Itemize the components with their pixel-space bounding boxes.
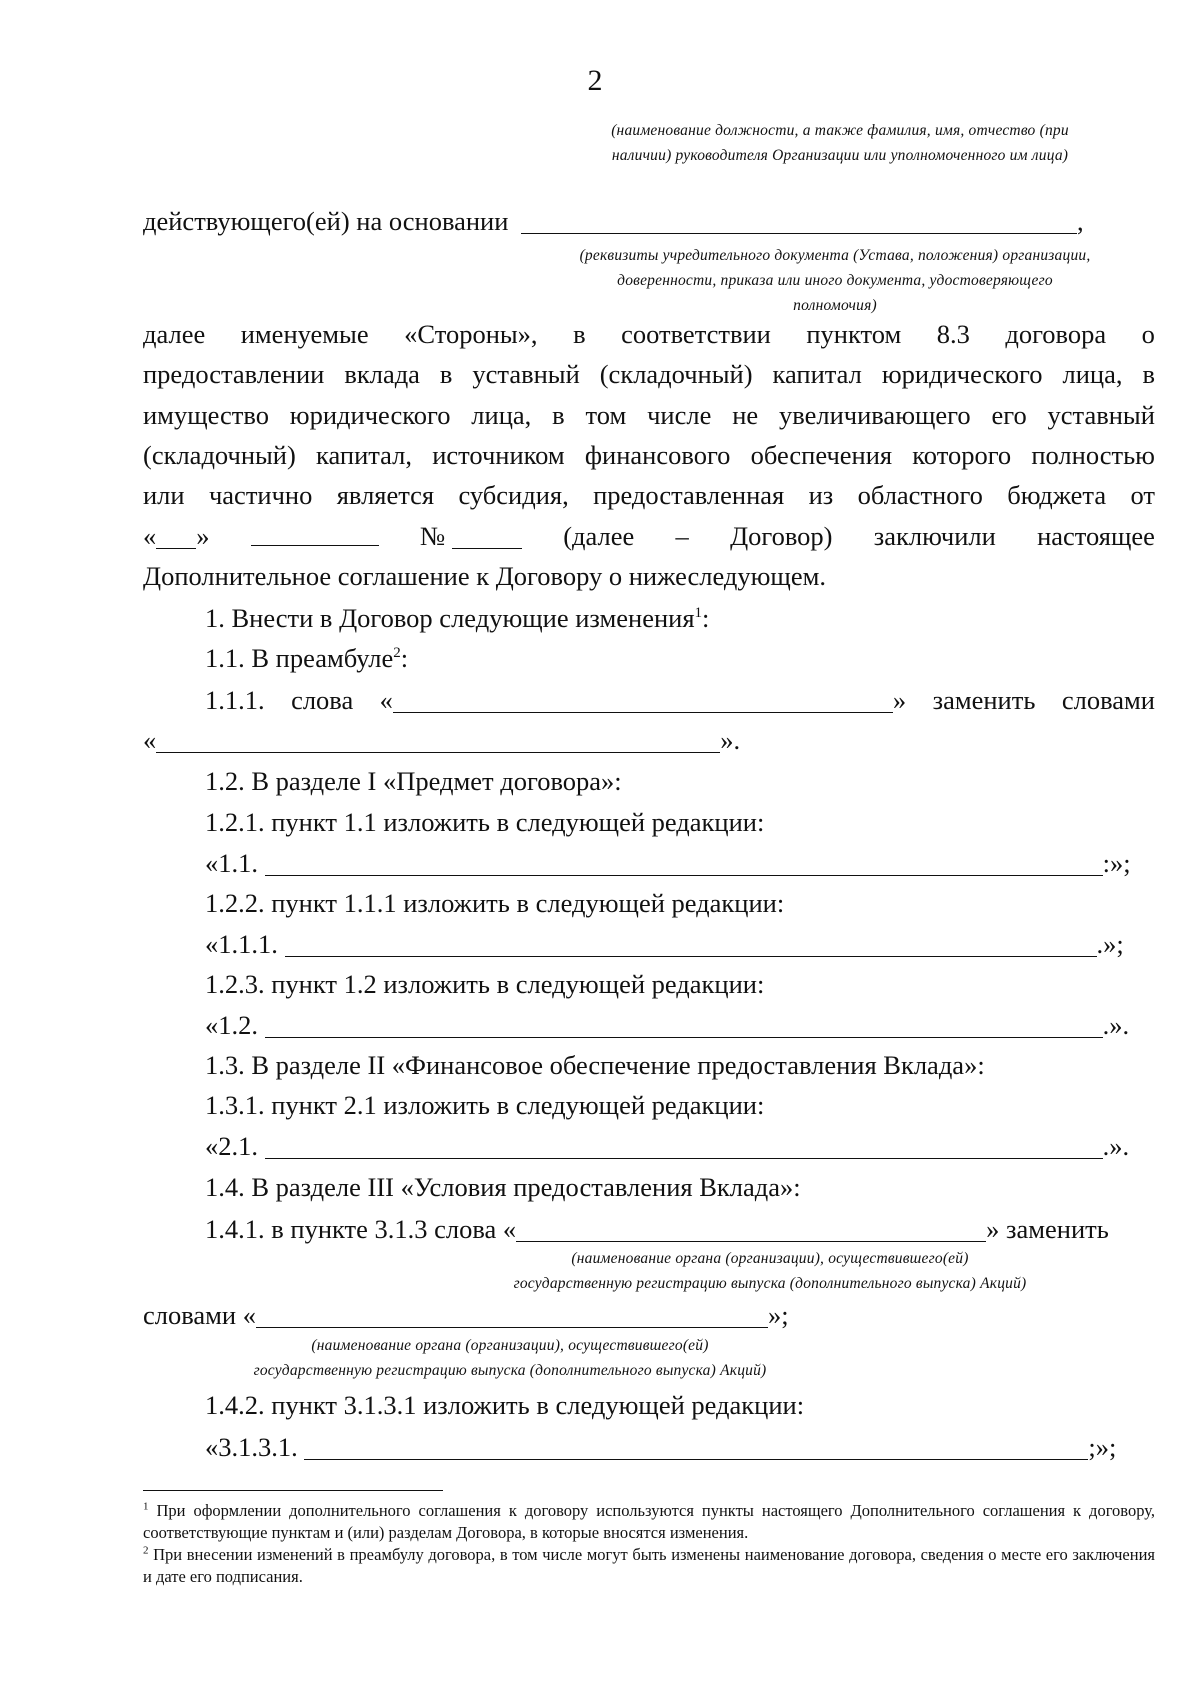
word: 8.3 [936, 319, 970, 349]
footnote-1 [143, 1500, 1155, 1544]
field-label: «2.1. [205, 1131, 258, 1161]
item-1-4-1 [205, 1212, 1109, 1246]
caption-organ-1-line2: государственную регистрацию выпуска (дополнительного выпуска) Акций) [513, 1275, 1027, 1292]
word: которого [912, 440, 1012, 470]
item-1-1 [205, 641, 408, 675]
field-close: .»; [1096, 929, 1124, 959]
footnote-1-mark: 1 [143, 1500, 149, 1513]
word: – [675, 521, 689, 551]
word: Договор) [730, 521, 833, 551]
item-label: 1.1.1. [205, 685, 265, 715]
caption-organ-2-line2: государственную регистрацию выпуска (дополнительного выпуска) Акций) [253, 1362, 767, 1379]
word: (далее [563, 521, 635, 551]
caption-basis-line2: доверенности, приказа или иного документа, удостоверяющего [617, 272, 1053, 289]
item-1-1-1 [205, 683, 1155, 717]
caption-organ-2 [200, 1333, 820, 1383]
word: слова [291, 685, 354, 715]
item-1-3-1: 1.3.1. пункт 2.1 изложить в следующей редакции: [205, 1090, 765, 1120]
item-1-2-1: 1.2.1. пункт 1.1 изложить в следующей редакции: [205, 807, 765, 837]
basis-line [143, 204, 1084, 238]
old-words-blank[interactable] [393, 686, 893, 713]
word: том [585, 400, 627, 430]
item-1-2-1-field [205, 846, 1131, 880]
item-1-4-1-line2 [143, 1298, 789, 1332]
word: заключили [873, 521, 996, 551]
word: словами [1061, 685, 1155, 715]
word: числе [647, 400, 712, 430]
item-1-4: 1.4. В разделе III «Условия предоставления Вклада»: [205, 1172, 801, 1202]
footnote-ref-2[interactable]: 2 [393, 645, 401, 662]
word: пунктом [806, 319, 902, 349]
caption-head-line1: (наименование должности, а также фамилия, имя, отчество (при [611, 122, 1069, 139]
field-close: ;»; [1088, 1432, 1117, 1462]
word: вклада [344, 359, 420, 389]
item-1-1-1-line2 [143, 723, 740, 757]
quote-open: « [143, 725, 157, 755]
word: его [991, 400, 1027, 430]
footnote-2-text: При внесении изменений в преамбулу договора, в том числе могут быть изменены наименование договора, сведения о месте его заключения и дате его подписания. [143, 1545, 1155, 1586]
new-words-blank[interactable] [156, 726, 720, 753]
organ-old-blank[interactable] [516, 1215, 986, 1242]
word: далее [143, 319, 206, 349]
word: из [808, 480, 834, 510]
word: субсидия, [458, 480, 569, 510]
item-1-3: 1.3. В разделе II «Финансовое обеспечение предоставления Вклада»: [205, 1050, 985, 1080]
quoted-field [380, 683, 907, 717]
caption-head [560, 118, 1120, 168]
item-1 [205, 601, 709, 635]
field-label: «1.1.1. [205, 929, 278, 959]
word: договора [1005, 319, 1107, 349]
word: юридического [881, 359, 1043, 389]
clause-1-2-blank[interactable] [265, 1011, 1103, 1038]
quote-open: « [143, 521, 157, 551]
word: (складочный) [143, 440, 296, 470]
word: бюджета [1007, 480, 1107, 510]
basis-tail: , [1077, 206, 1084, 236]
word: является [336, 480, 435, 510]
quote-open: « [379, 685, 393, 715]
preamble-line-5 [143, 478, 1155, 512]
number-sign: № [420, 521, 446, 551]
item-1-2-3-field [205, 1008, 1129, 1042]
word: в [573, 319, 586, 349]
preamble-line-3 [143, 398, 1155, 432]
preamble-line-2 [143, 357, 1155, 391]
word: заменить [932, 685, 1036, 715]
item-1-2-2: 1.2.2. пункт 1.1.1 изложить в следующей редакции: [205, 888, 785, 918]
field-label: «1.2. [205, 1010, 258, 1040]
word: в [439, 359, 453, 389]
word: или [143, 480, 185, 510]
item-1-4-2-field [205, 1430, 1116, 1464]
word: имущество [143, 400, 269, 430]
page-number: 2 [587, 64, 603, 97]
item-1-3-1-field [205, 1129, 1129, 1163]
word: о [1141, 319, 1155, 349]
preamble-line-4 [143, 438, 1155, 472]
quote-close: » [196, 521, 210, 551]
clause-1-1-1-blank[interactable] [285, 930, 1097, 957]
caption-organ-1-line1: (наименование органа (организации), осуществившего(ей) [571, 1250, 969, 1267]
words-label: словами « [143, 1300, 256, 1330]
clause-2-1-blank[interactable] [265, 1132, 1103, 1159]
quote-close: » [892, 685, 907, 715]
word: именуемые [240, 319, 369, 349]
word: лица, [1062, 359, 1123, 389]
field-label: «1.1. [205, 848, 258, 878]
field-label: «3.1.3.1. [205, 1432, 298, 1462]
footnote-2 [143, 1544, 1155, 1588]
word: лица, [471, 400, 532, 430]
item-1-text: 1. Внести в Договор следующие изменения [205, 603, 695, 633]
caption-organ-1 [460, 1246, 1080, 1296]
item-1-4-2: 1.4.2. пункт 3.1.3.1 изложить в следующей редакции: [205, 1390, 805, 1420]
word: капитал [772, 359, 862, 389]
word: источником [432, 440, 565, 470]
quote-close: »; [768, 1300, 789, 1330]
caption-basis [530, 243, 1140, 318]
day-blank[interactable] [156, 522, 196, 549]
word: настоящее [1037, 521, 1155, 551]
word: уставный [472, 359, 580, 389]
word: юридического [289, 400, 451, 430]
caption-head-line2: наличии) руководителя Организации или уполномоченного им лица) [611, 147, 1069, 164]
footnote-ref-1[interactable]: 1 [694, 605, 703, 622]
caption-basis-line3: полномочия) [793, 297, 877, 314]
word: полностью [1031, 440, 1155, 470]
word: увеличивающего [778, 400, 971, 430]
item-1-1-text: 1.1. В преамбуле [205, 643, 394, 673]
preamble-line-1 [143, 317, 1155, 351]
preamble-line-7: Дополнительное соглашение к Договору о нижеследующем. [143, 561, 826, 591]
item-1-1-tail: : [400, 643, 409, 673]
date-field [143, 519, 210, 553]
field-close: :»; [1102, 848, 1131, 878]
field-close: .». [1102, 1131, 1130, 1161]
basis-text: действующего(ей) на основании [143, 206, 509, 236]
word: в [1142, 359, 1155, 389]
word: не [732, 400, 759, 430]
word: частично [208, 480, 313, 510]
month-blank[interactable] [251, 519, 379, 546]
item-1-4-1-tail: » заменить [986, 1214, 1109, 1244]
preamble-line-6 [143, 519, 1155, 553]
footnote-separator [143, 1490, 443, 1491]
word: от [1130, 480, 1155, 510]
word: предоставленная [593, 480, 785, 510]
item-1-2: 1.2. В разделе I «Предмет договора»: [205, 766, 622, 796]
item-1-4-1-text: 1.4.1. в пункте 3.1.3 слова « [205, 1214, 517, 1244]
word: (складочный) [599, 359, 753, 389]
word: в [552, 400, 565, 430]
item-1-2-3: 1.2.3. пункт 1.2 изложить в следующей редакции: [205, 969, 765, 999]
word: «Стороны», [404, 319, 538, 349]
footnote-2-mark: 2 [143, 1544, 149, 1557]
word: финансового [584, 440, 731, 470]
clause-3-1-3-1-blank[interactable] [304, 1433, 1088, 1460]
caption-organ-2-line1: (наименование органа (организации), осуществившего(ей) [311, 1337, 709, 1354]
field-close: .». [1102, 1010, 1130, 1040]
word: областного [857, 480, 983, 510]
word: соответствии [621, 319, 771, 349]
number-field [420, 519, 522, 553]
quote-close: ». [720, 725, 741, 755]
word: уставный [1047, 400, 1155, 430]
word: предоставлении [143, 359, 325, 389]
organ-new-blank[interactable] [256, 1301, 768, 1328]
basis-blank[interactable] [521, 207, 1077, 234]
caption-basis-line1: (реквизиты учредительного документа (Устава, положения) организации, [579, 247, 1091, 264]
item-1-2-2-field [205, 927, 1124, 961]
footnote-1-text: При оформлении дополнительного соглашения к договору используются пункты настоящего Дополнительного соглашения к договору, соответствующие пунктам и (или) разделам Договора, в которые вносятся изменения. [143, 1501, 1155, 1542]
word: обеспечения [750, 440, 893, 470]
word: капитал, [316, 440, 413, 470]
clause-1-1-blank[interactable] [265, 849, 1103, 876]
number-blank[interactable] [452, 522, 522, 549]
item-1-tail: : [702, 603, 710, 633]
